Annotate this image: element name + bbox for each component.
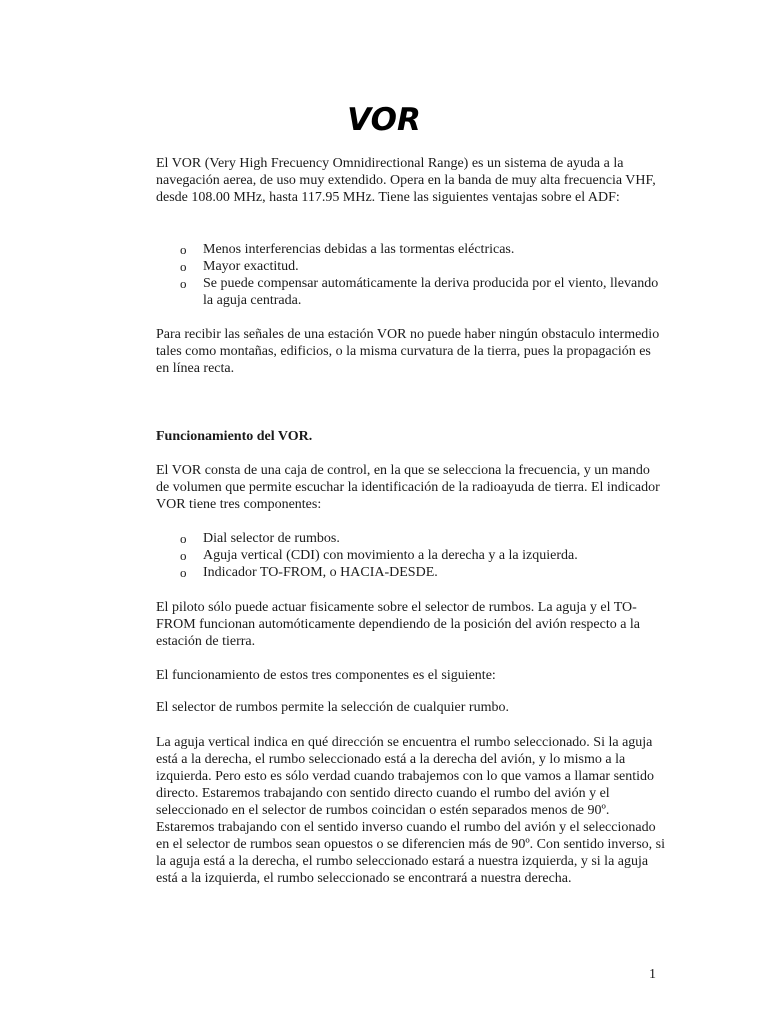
- bullet-marker: o: [180, 242, 187, 257]
- list-item: [156, 258, 666, 275]
- reception-paragraph: Para recibir las señales de una estación VOR no puede haber ningún obstaculo intermedio tales como montañas, edificios, o la misma curvatura de la tierra, pues la propagación es en línea recta.: [156, 327, 660, 376]
- advantages-list: [156, 241, 666, 309]
- page-number: 1: [649, 967, 656, 982]
- list-item: [156, 275, 666, 309]
- bullet-marker: o: [180, 276, 187, 291]
- list-item: [156, 530, 666, 547]
- section-heading: Funcionamiento del VOR.: [156, 429, 313, 444]
- control-paragraph: El VOR consta de una caja de control, en la que se selecciona la frecuencia, y un mando de volumen que permite escuchar la identificación de la radioayuda de tierra. El indicador VOR tiene tres componentes:: [156, 463, 660, 512]
- list-item-text: Dial selector de rumbos.: [203, 531, 340, 546]
- list-item: [156, 547, 666, 564]
- components-list: [156, 530, 666, 581]
- list-item-text: Indicador TO-FROM, o HACIA-DESDE.: [203, 565, 438, 580]
- bullet-marker: o: [180, 259, 187, 274]
- bullet-marker: o: [180, 565, 187, 580]
- list-item: [156, 241, 666, 258]
- bullet-marker: o: [180, 531, 187, 546]
- list-item: [156, 564, 666, 581]
- selector-paragraph: El selector de rumbos permite la selección de cualquier rumbo.: [156, 700, 509, 715]
- list-item-text: Se puede compensar automáticamente la deriva producida por el viento, llevando la aguja centrada.: [203, 276, 659, 308]
- bullet-marker: o: [180, 548, 187, 563]
- intro-paragraph: El VOR (Very High Frecuency Omnidirectional Range) es un sistema de ayuda a la navegación aerea, de uso muy extendido. Opera en la banda de muy alta frecuencia VHF, desde 108.00 MHz, hasta 117.95 MHz. Tiene las siguientes ventajas sobre el ADF:: [156, 156, 656, 205]
- needle-paragraph: La aguja vertical indica en qué dirección se encuentra el rumbo seleccionado. Si la aguja está a la derecha, el rumbo seleccionado está a la derecha del avión, y lo mismo a la izquierda. Pero esto es sólo verdad cuando trabajemos con lo que vamos a llamar sentido directo. Estaremos trabajando con sentido directo cuando el rumbo del avión y el seleccionado en el selector de rumbos coincidan o estén separados menos de 90º. Estaremos trabajando con el sentido inverso cuando el rumbo del avión y el seleccionado en el selector de rumbos sean opuestos o se diferencien más de 90º. Con sentido inverso, si la aguja está a la derecha, el rumbo seleccionado estará a nuestra izquierda, y si la aguja está a la izquierda, el rumbo seleccionado se encontrará a nuestra derecha.: [156, 735, 665, 886]
- list-item-text: Mayor exactitud.: [203, 259, 299, 274]
- operation-paragraph: El funcionamiento de estos tres componentes es el siguiente:: [156, 668, 496, 683]
- document-title: VOR: [347, 102, 421, 138]
- pilot-paragraph: El piloto sólo puede actuar fisicamente sobre el selector de rumbos. La aguja y el TO-FROM funcionan automóticamente dependiendo de la posición del avión respecto a la estación de tierra.: [156, 600, 641, 649]
- list-item-text: Aguja vertical (CDI) con movimiento a la derecha y a la izquierda.: [203, 548, 578, 563]
- list-item-text: Menos interferencias debidas a las tormentas eléctricas.: [203, 242, 515, 257]
